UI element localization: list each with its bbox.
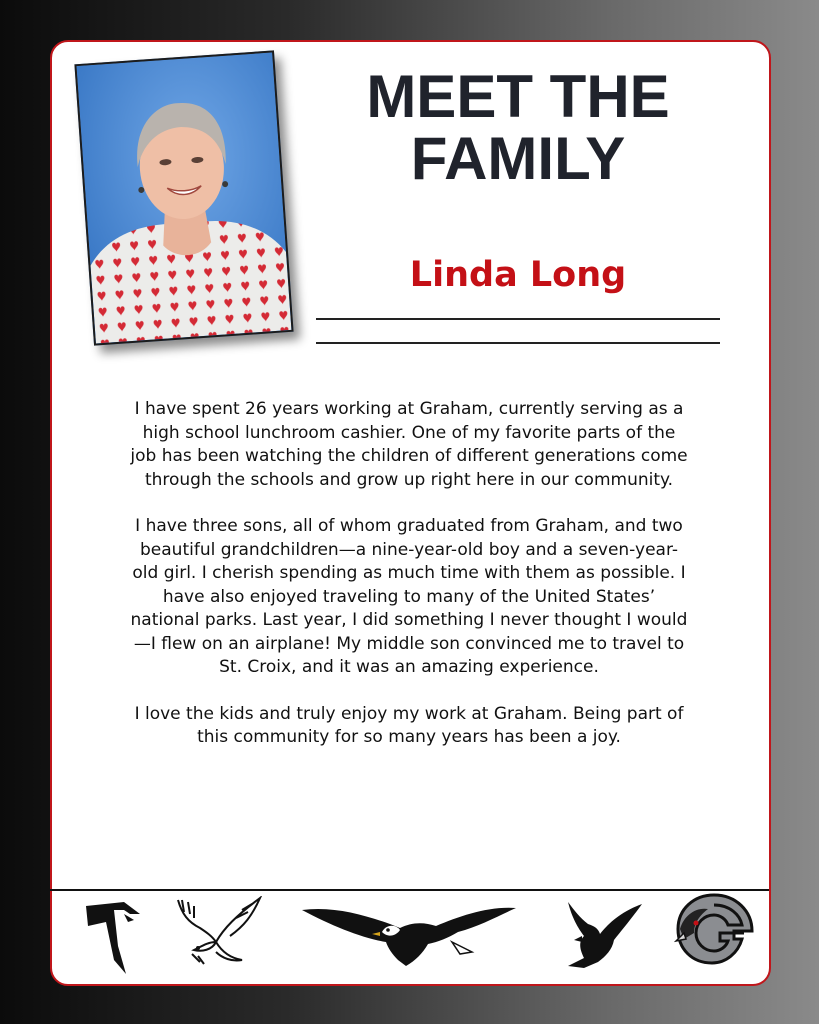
person-name: Linda Long <box>409 255 627 295</box>
falcon-g-logo <box>674 893 756 967</box>
eagle-silhouette-logo <box>564 900 644 970</box>
falcon-t-logo <box>84 900 142 978</box>
divider-line <box>316 318 720 320</box>
portrait-photo <box>74 50 293 345</box>
bio-paragraph: I love the kids and truly enjoy my work at Graham. Being part of this community for so many years has been a joy. <box>134 703 684 747</box>
eagle-wings-spread-logo <box>302 902 518 970</box>
footer-divider <box>50 889 769 891</box>
bio-text <box>128 398 690 773</box>
bio-paragraph: I have spent 26 years working at Graham, currently serving as a high school lunchroom cashier. One of my favorite parts of the job has been watching the children of different generations come through the schools and grow up right here in our community. <box>130 399 688 490</box>
eagle-outline-logo <box>172 896 264 970</box>
bio-paragraph: I have three sons, all of whom graduated from Graham, and two beautiful grandchildren—a nine-year-old boy and a seven-year-old girl. I cherish spending as much time with them as possible. I have also enjoyed traveling to many of the United States’ national parks. Last year, I did something I never thought I would—I flew on an airplane! My middle son convinced me to travel to St. Croix, and it was an amazing experience. <box>130 516 688 677</box>
page-title: MEET THE FAMILY <box>366 63 670 192</box>
divider-line <box>316 342 720 344</box>
